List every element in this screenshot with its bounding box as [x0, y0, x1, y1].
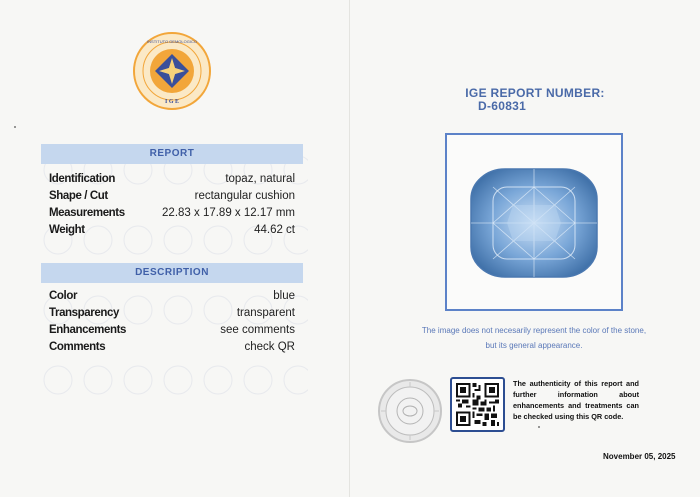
row-weight: [49, 222, 295, 239]
svg-text:INSTITUTO GEMOLOGICO: INSTITUTO GEMOLOGICO: [147, 39, 197, 44]
row-label: Identification: [49, 173, 115, 185]
scan-speck: [14, 126, 16, 128]
row-label: Weight: [49, 224, 85, 236]
row-label: Shape / Cut: [49, 190, 108, 202]
row-identification: [49, 171, 295, 188]
row-label: Transparency: [49, 307, 119, 319]
report-number-title: IGE REPORT NUMBER:: [465, 86, 605, 100]
authenticity-note: The authenticity of this report and further information about enhancements and treatments can be checked using this QR code.: [513, 379, 639, 421]
row-value: 44.62 ct: [254, 224, 295, 236]
silver-seal-icon: [377, 378, 443, 444]
blue-topaz-gem-image: [469, 167, 599, 279]
gem-photo-frame: [445, 133, 623, 311]
row-label: Enhancements: [49, 324, 127, 336]
description-rows: [49, 288, 295, 356]
report-section-header: REPORT: [41, 144, 303, 164]
report-date: November 05, 2025: [603, 452, 676, 461]
qr-code[interactable]: [450, 377, 505, 432]
row-value: 22.83 x 17.89 x 12.17 mm: [162, 207, 295, 219]
image-disclaimer: The image does not necesarily represent the color of the stone, but its general appearance.: [421, 326, 647, 350]
qr-code-icon: [456, 383, 499, 426]
row-label: Comments: [49, 341, 106, 353]
row-value: blue: [273, 290, 295, 302]
description-section-header: DESCRIPTION: [41, 263, 303, 283]
row-measurements: [49, 205, 295, 222]
row-value: topaz, natural: [225, 173, 295, 185]
row-enhancements: [49, 322, 295, 339]
ige-logo-icon: [133, 32, 211, 110]
report-number-value: D-60831: [478, 99, 527, 113]
row-value: rectangular cushion: [194, 190, 295, 202]
row-label: Color: [49, 290, 78, 302]
row-label: Measurements: [49, 207, 125, 219]
row-color: [49, 288, 295, 305]
row-comments: [49, 339, 295, 356]
row-value: see comments: [220, 324, 295, 336]
report-rows: [49, 171, 295, 239]
row-shape-cut: [49, 188, 295, 205]
scan-speck: [538, 426, 540, 428]
svg-text:I G E: I G E: [164, 99, 180, 105]
row-value: check QR: [244, 341, 295, 353]
row-value: transparent: [236, 307, 295, 319]
row-transparency: [49, 305, 295, 322]
